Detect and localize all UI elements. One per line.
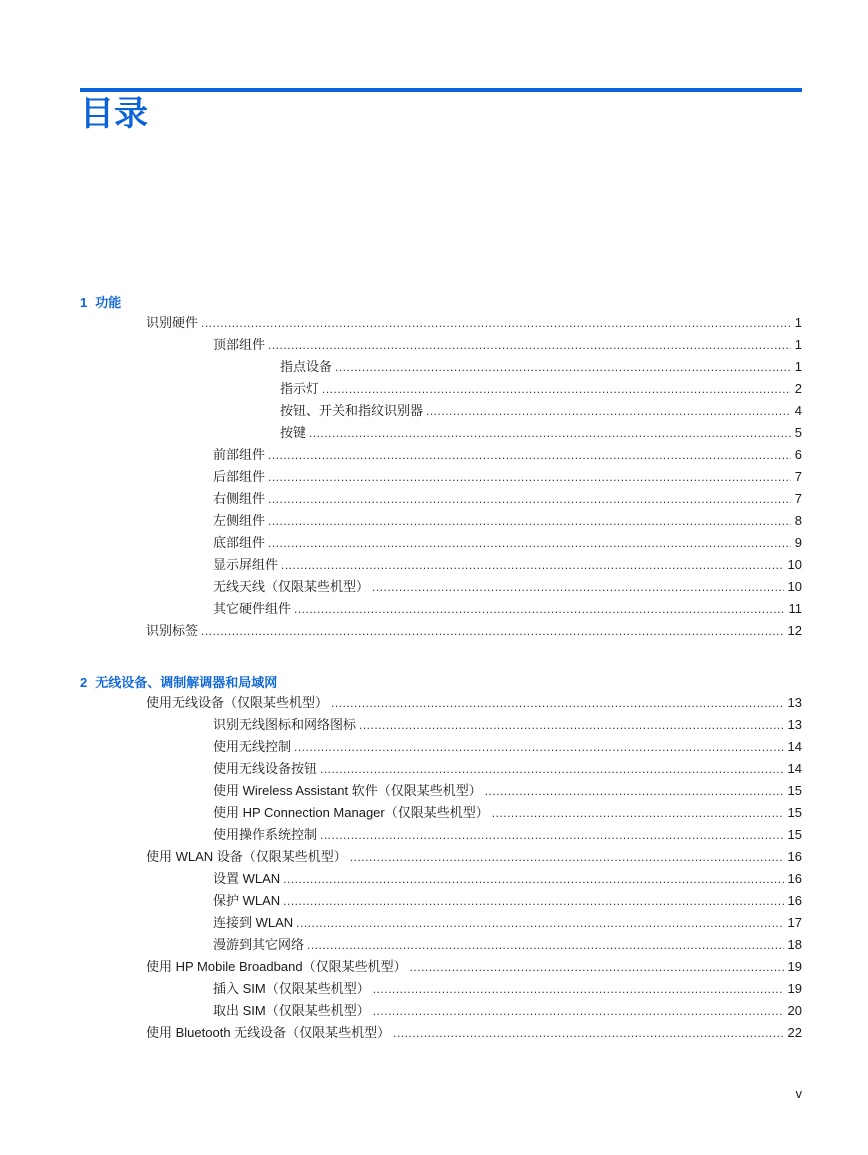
toc-entry-label: 使用 Bluetooth 无线设备（仅限某些机型）	[146, 1025, 391, 1040]
toc-entry-page: 10	[787, 579, 802, 594]
toc-entry[interactable]	[213, 892, 802, 910]
toc-entry-page: 19	[787, 959, 802, 974]
toc-entry-label: 前部组件	[213, 447, 266, 462]
toc-entry-label: 指点设备	[280, 359, 333, 374]
toc-entry-page: 19	[787, 981, 802, 996]
toc-entry[interactable]	[280, 424, 802, 442]
toc-entry-page: 11	[788, 601, 802, 616]
toc-entry-label: 后部组件	[213, 469, 266, 484]
toc-entry-page: 5	[794, 425, 802, 440]
dot-leader	[294, 738, 784, 756]
toc-entry[interactable]	[213, 578, 802, 596]
toc-entry-page: 9	[794, 535, 802, 550]
toc-entry-page: 14	[787, 761, 802, 776]
toc-entry[interactable]	[213, 446, 802, 464]
toc-entry-label: 保护 WLAN	[213, 893, 281, 908]
chapter-title: 无线设备、调制解调器和局域网	[95, 675, 278, 690]
toc-entry[interactable]	[213, 760, 802, 778]
dot-leader	[268, 490, 791, 508]
toc-entry-label: 使用 HP Mobile Broadband（仅限某些机型）	[146, 959, 407, 974]
toc-entry-page: 6	[794, 447, 802, 462]
toc-entry-page: 15	[787, 783, 802, 798]
toc-entry-page: 15	[787, 827, 802, 842]
dot-leader	[309, 424, 791, 442]
dot-leader	[201, 622, 784, 640]
dot-leader	[283, 892, 783, 910]
dot-leader	[307, 936, 784, 954]
toc-entry[interactable]	[213, 804, 802, 822]
page-number: v	[795, 1086, 802, 1101]
dot-leader	[320, 760, 784, 778]
toc-entry-page: 12	[787, 623, 802, 638]
toc-entry[interactable]	[146, 314, 802, 332]
dot-leader	[283, 870, 783, 888]
toc-entry-page: 1	[794, 315, 802, 330]
toc-entry[interactable]	[213, 870, 802, 888]
toc-entry[interactable]	[213, 738, 802, 756]
toc-entry-label: 底部组件	[213, 535, 266, 550]
dot-leader	[372, 578, 784, 596]
toc-entry[interactable]	[280, 380, 802, 398]
toc-entry[interactable]	[146, 1024, 802, 1042]
toc-entry[interactable]	[146, 694, 802, 712]
toc-entry-label: 识别无线图标和网络图标	[213, 717, 357, 732]
dot-leader	[268, 512, 791, 530]
dot-leader	[426, 402, 791, 420]
toc-entry-page: 18	[787, 937, 802, 952]
dot-leader	[322, 380, 791, 398]
toc-entry[interactable]	[146, 958, 802, 976]
dot-leader	[373, 980, 784, 998]
toc-entry-page: 13	[787, 717, 802, 732]
toc-entry-page: 1	[794, 359, 802, 374]
toc-entry-page: 17	[787, 915, 802, 930]
toc-entry[interactable]	[213, 782, 802, 800]
chapter-title: 功能	[95, 295, 122, 310]
toc-entry-label: 顶部组件	[213, 337, 266, 352]
toc-entry-page: 7	[794, 469, 802, 484]
toc-entry[interactable]	[280, 402, 802, 420]
toc-entry-label: 识别硬件	[146, 315, 199, 330]
toc-entry[interactable]	[146, 622, 802, 640]
dot-leader	[350, 848, 784, 866]
toc-entry-label: 指示灯	[280, 381, 320, 396]
toc-entry-label: 左侧组件	[213, 513, 266, 528]
toc-entry[interactable]	[280, 358, 802, 376]
toc-entry-page: 4	[794, 403, 802, 418]
toc-entry-label: 识别标签	[146, 623, 199, 638]
toc-entry-label: 漫游到其它网络	[213, 937, 305, 952]
dot-leader	[268, 534, 791, 552]
dot-leader	[373, 1002, 784, 1020]
chapter-1-heading[interactable]	[80, 295, 121, 311]
toc-entry-label: 按键	[280, 425, 307, 440]
toc-entry-page: 15	[787, 805, 802, 820]
toc-entry[interactable]	[213, 716, 802, 734]
toc-entry-page: 20	[787, 1003, 802, 1018]
toc-entry[interactable]	[213, 914, 802, 932]
toc-entry-label: 使用 WLAN 设备（仅限某些机型）	[146, 849, 347, 864]
toc-entry-label: 无线天线（仅限某些机型）	[213, 579, 370, 594]
toc-entry-page: 7	[794, 491, 802, 506]
toc-entry-label: 使用操作系统控制	[213, 827, 318, 842]
dot-leader	[492, 804, 784, 822]
dot-leader	[268, 336, 791, 354]
dot-leader	[320, 826, 784, 844]
toc-entry-label: 使用无线控制	[213, 739, 292, 754]
dot-leader	[331, 694, 784, 712]
toc-entry[interactable]	[213, 490, 802, 508]
dot-leader	[281, 556, 784, 574]
toc-entry-page: 22	[787, 1025, 802, 1040]
toc-entry-page: 16	[787, 893, 802, 908]
toc-entry[interactable]	[213, 468, 802, 486]
toc-entry-page: 14	[787, 739, 802, 754]
title-rule	[80, 88, 802, 92]
toc-entry-label: 使用无线设备按钮	[213, 761, 318, 776]
dot-leader	[268, 468, 791, 486]
dot-leader	[335, 358, 791, 376]
toc-entry[interactable]	[213, 336, 802, 354]
toc-entry[interactable]	[146, 848, 802, 866]
toc-entry-page: 16	[787, 871, 802, 886]
toc-entry[interactable]	[213, 600, 802, 618]
toc-entry[interactable]	[213, 512, 802, 530]
toc-entry[interactable]	[213, 534, 802, 552]
dot-leader	[359, 716, 784, 734]
chapter-number: 1	[80, 295, 88, 310]
toc-entry[interactable]	[213, 980, 802, 998]
dot-leader	[268, 446, 791, 464]
toc-entry-page: 1	[794, 337, 802, 352]
dot-leader	[410, 958, 784, 976]
dot-leader	[485, 782, 784, 800]
toc-entry-label: 其它硬件组件	[213, 601, 292, 616]
toc-entry-label: 使用 HP Connection Manager（仅限某些机型）	[213, 805, 489, 820]
dot-leader	[296, 914, 783, 932]
toc-entry[interactable]	[213, 936, 802, 954]
toc-entry[interactable]	[213, 556, 802, 574]
toc-entry-label: 按钮、开关和指纹识别器	[280, 403, 424, 418]
dot-leader	[294, 600, 784, 618]
toc-entry-label: 连接到 WLAN	[213, 915, 294, 930]
toc-entry-label: 取出 SIM（仅限某些机型）	[213, 1003, 370, 1018]
page-title: 目录	[80, 95, 148, 133]
chapter-number: 2	[80, 675, 88, 690]
toc-entry-page: 8	[794, 513, 802, 528]
toc-entry-page: 2	[794, 381, 802, 396]
toc-entry-label: 显示屏组件	[213, 557, 279, 572]
toc-entry-page: 10	[787, 557, 802, 572]
toc-entry-label: 使用 Wireless Assistant 软件（仅限某些机型）	[213, 783, 482, 798]
toc-entry[interactable]	[213, 1002, 802, 1020]
toc-entry-label: 使用无线设备（仅限某些机型）	[146, 695, 329, 710]
dot-leader	[393, 1024, 783, 1042]
toc-entry-label: 右侧组件	[213, 491, 266, 506]
toc-entry-label: 插入 SIM（仅限某些机型）	[213, 981, 370, 996]
dot-leader	[201, 314, 791, 332]
toc-entry[interactable]	[213, 826, 802, 844]
toc-entry-label: 设置 WLAN	[213, 871, 281, 886]
toc-entry-page: 13	[787, 695, 802, 710]
toc-entry-page: 16	[787, 849, 802, 864]
chapter-2-heading[interactable]	[80, 675, 277, 691]
